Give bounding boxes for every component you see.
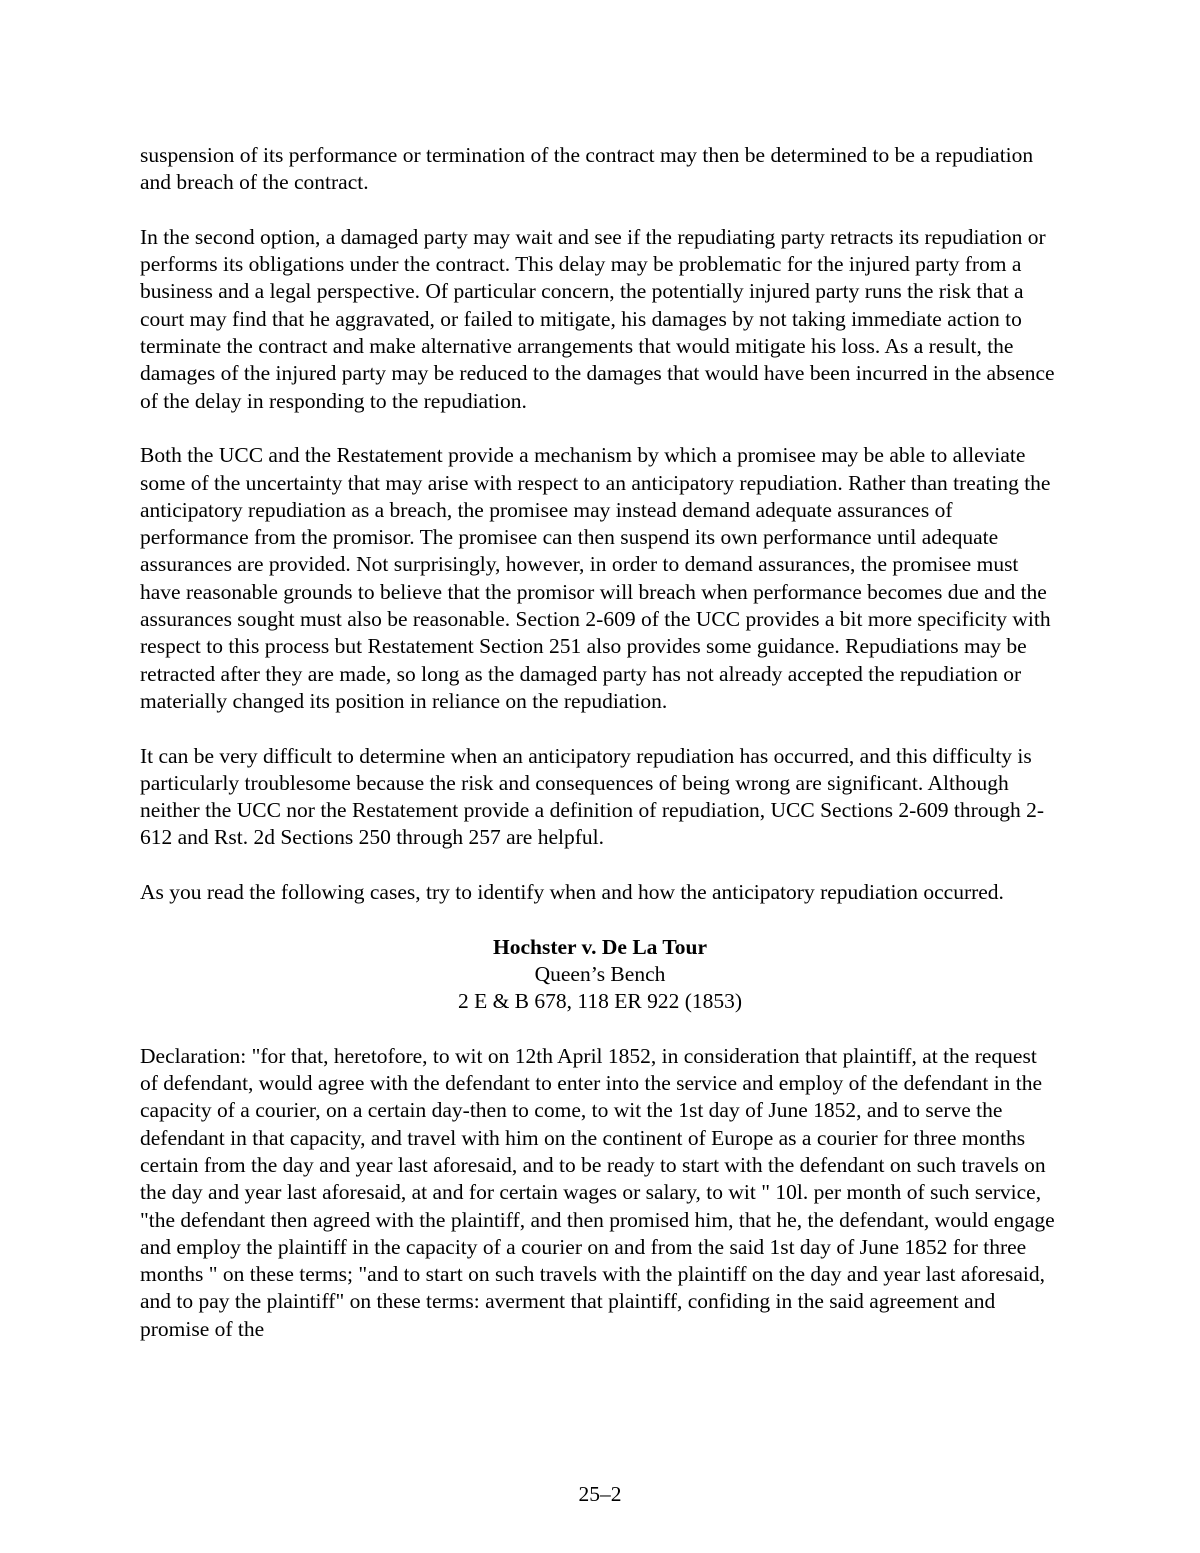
document-page xyxy=(140,142,1060,1370)
paragraph-difficulty: It can be very difficult to determine when an anticipatory repudiation has occurred, and this difficulty is particularly troublesome because the risk and consequences of being wrong are significant. Although neither the UCC nor the Restatement provide a definition of repudiation, UCC Sections 2-609 through 2-612 and Rst. 2d Sections 250 through 257 are helpful. xyxy=(140,743,1045,850)
paragraph-instructions: As you read the following cases, try to identify when and how the anticipatory repudiation occurred. xyxy=(140,880,1004,905)
paragraph-suspension: suspension of its performance or termination of the contract may then be determined to be a repudiation and breach of the contract. xyxy=(140,143,1034,195)
case-name: Hochster v. De La Tour xyxy=(492,934,708,959)
paragraph-second-option: In the second option, a damaged party may wait and see if the repudiating party retracts its repudiation or performs its obligations under the contract. This delay may be problematic for the injured party from a business and a legal perspective. Of particular concern, the potentially injured party runs the risk that a court may find that he aggravated, or failed to mitigate, his damages by not taking immediate action to terminate the contract and make alternative arrangements that would mitigate his loss. As a result, the damages of the injured party may be reduced to the damages that would have been incurred in the absence of the delay in responding to the repudiation. xyxy=(140,224,1055,413)
case-citation: 2 E & B 678, 118 ER 922 (1853) xyxy=(457,989,743,1014)
case-court: Queen’s Bench xyxy=(534,961,666,986)
case-heading xyxy=(140,934,1060,1016)
paragraph-ucc-restatement: Both the UCC and the Restatement provide a mechanism by which a promisee may be able to alleviate some of the uncertainty that may arise with respect to an anticipatory repudiation. Rather than treating the anticipatory repudiation as a breach, the promisee may instead demand adequate assurances of performance from the promisor. The promisee can then suspend its own performance until adequate assurances are provided. Not surprisingly, however, in order to demand assurances, the promisee must have reasonable grounds to believe that the promisor will breach when performance becomes due and the assurances sought must also be reasonable. Section 2-609 of the UCC provides a bit more specificity with respect to this process but Restatement Section 251 also provides some guidance. Repudiations may be retracted after they are made, so long as the damaged party has not already accepted the repudiation or materially changed its position in reliance on the repudiation. xyxy=(140,443,1051,713)
page-number: 25–2 xyxy=(578,1482,622,1506)
paragraph-declaration: Declaration: "for that, heretofore, to wit on 12th April 1852, in consideration that plaintiff, at the request of defendant, would agree with the defendant to enter into the service and employ of the defendant in the capacity of a courier, on a certain day-then to come, to wit the 1st day of June 1852, and to serve the defendant in that capacity, and travel with him on the continent of Europe as a courier for three months certain from the day and year last aforesaid, and to be ready to start with the defendant on such travels on the day and year last aforesaid, at and for certain wages or salary, to wit " 10l. per month of such service, "the defendant then agreed with the plaintiff, and then promised him, that he, the defendant, would engage and employ the plaintiff in the capacity of a courier on and from the said 1st day of June 1852 for three months " on these terms; "and to start on such travels with the plaintiff on the day and year last aforesaid, and to pay the plaintiff" on these terms: averment that plaintiff, confiding in the said agreement and promise of the xyxy=(140,1043,1055,1341)
